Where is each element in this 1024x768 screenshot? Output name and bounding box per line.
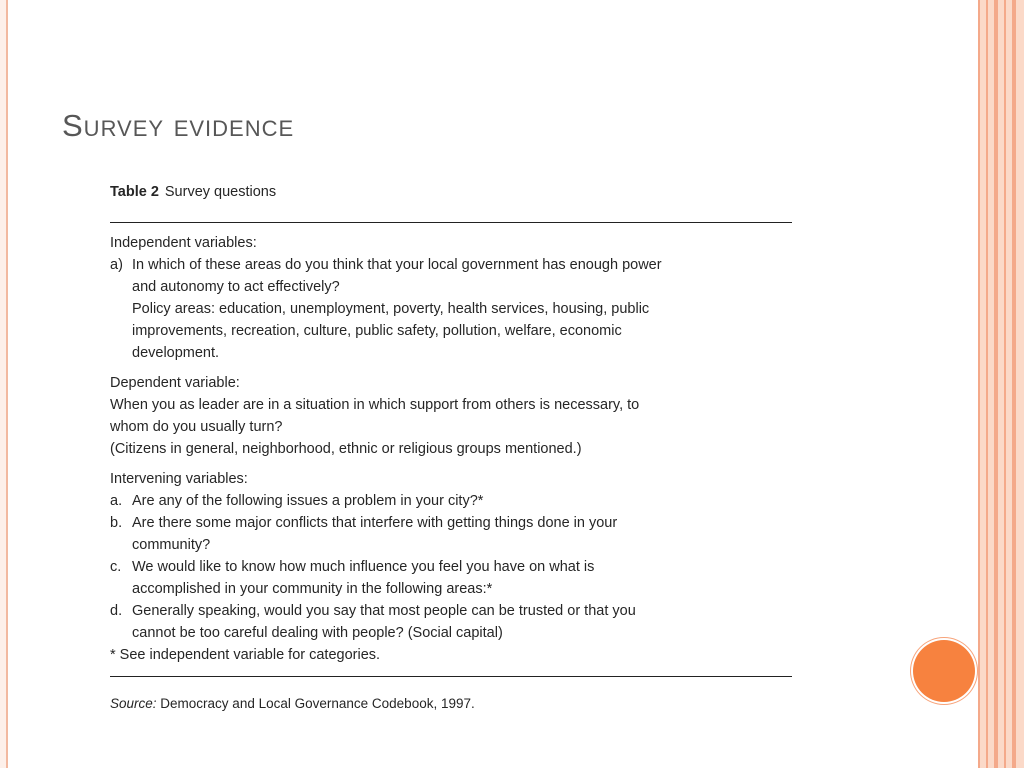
policy-line: improvements, recreation, culture, public safety, pollution, welfare, economic	[132, 323, 622, 339]
dependent-line: whom do you usually turn?	[110, 419, 283, 435]
question-line: and autonomy to act effectively?	[132, 279, 340, 295]
item-line: community?	[132, 537, 211, 553]
dependent-line: When you as leader are in a situation in which support from others is necessary, to	[110, 397, 640, 413]
item-line: cannot be too careful dealing with people? (Social capital)	[132, 625, 503, 641]
item-marker: b.	[110, 515, 123, 531]
right-border-decoration	[978, 0, 1024, 768]
slide-title: Survey evidence	[62, 108, 295, 143]
item-marker: a.	[110, 493, 123, 509]
table-footnote: * See independent variable for categories.	[110, 647, 381, 663]
border-stripe	[1012, 0, 1016, 768]
border-stripe	[1004, 0, 1006, 768]
item-marker: a)	[110, 257, 123, 273]
source-label: Source:	[110, 696, 157, 711]
independent-question	[110, 254, 792, 364]
intervening-heading: Intervening variables:	[110, 471, 248, 487]
intervening-item-b	[110, 512, 792, 556]
table-caption-text: Survey questions	[164, 184, 277, 200]
policy-line: Policy areas: education, unemployment, poverty, health services, housing, public	[132, 301, 650, 317]
survey-table	[110, 180, 792, 715]
border-stripe	[986, 0, 988, 768]
table-caption	[110, 180, 792, 212]
item-line: Generally speaking, would you say that most people can be trusted or that you	[132, 603, 636, 619]
table-caption-label: Table 2	[110, 184, 159, 200]
table-source	[110, 693, 792, 715]
item-line: Are any of the following issues a problem in your city?*	[132, 493, 484, 509]
border-stripe	[994, 0, 998, 768]
decorative-orb	[913, 640, 975, 702]
independent-heading: Independent variables:	[110, 235, 257, 251]
source-text: Democracy and Local Governance Codebook, 1997.	[160, 696, 475, 711]
independent-section	[110, 232, 792, 364]
item-line: accomplished in your community in the following areas:*	[132, 581, 493, 597]
table-bottom-rule	[110, 676, 792, 677]
table-top-rule	[110, 222, 792, 223]
intervening-section	[110, 468, 792, 666]
dependent-section	[110, 372, 792, 460]
dependent-line: (Citizens in general, neighborhood, ethnic or religious groups mentioned.)	[110, 441, 582, 457]
dependent-heading: Dependent variable:	[110, 375, 240, 391]
item-marker: c.	[110, 559, 122, 575]
intervening-item-c	[110, 556, 792, 600]
item-marker: d.	[110, 603, 123, 619]
intervening-item-a	[110, 490, 792, 512]
item-line: We would like to know how much influence you feel you have on what is	[132, 559, 595, 575]
left-border-decoration	[0, 0, 8, 768]
policy-line: development.	[132, 345, 220, 361]
intervening-item-d	[110, 600, 792, 644]
item-line: Are there some major conflicts that interfere with getting things done in your	[132, 515, 618, 531]
question-line: In which of these areas do you think that your local government has enough power	[132, 257, 662, 273]
border-stripe	[978, 0, 980, 768]
